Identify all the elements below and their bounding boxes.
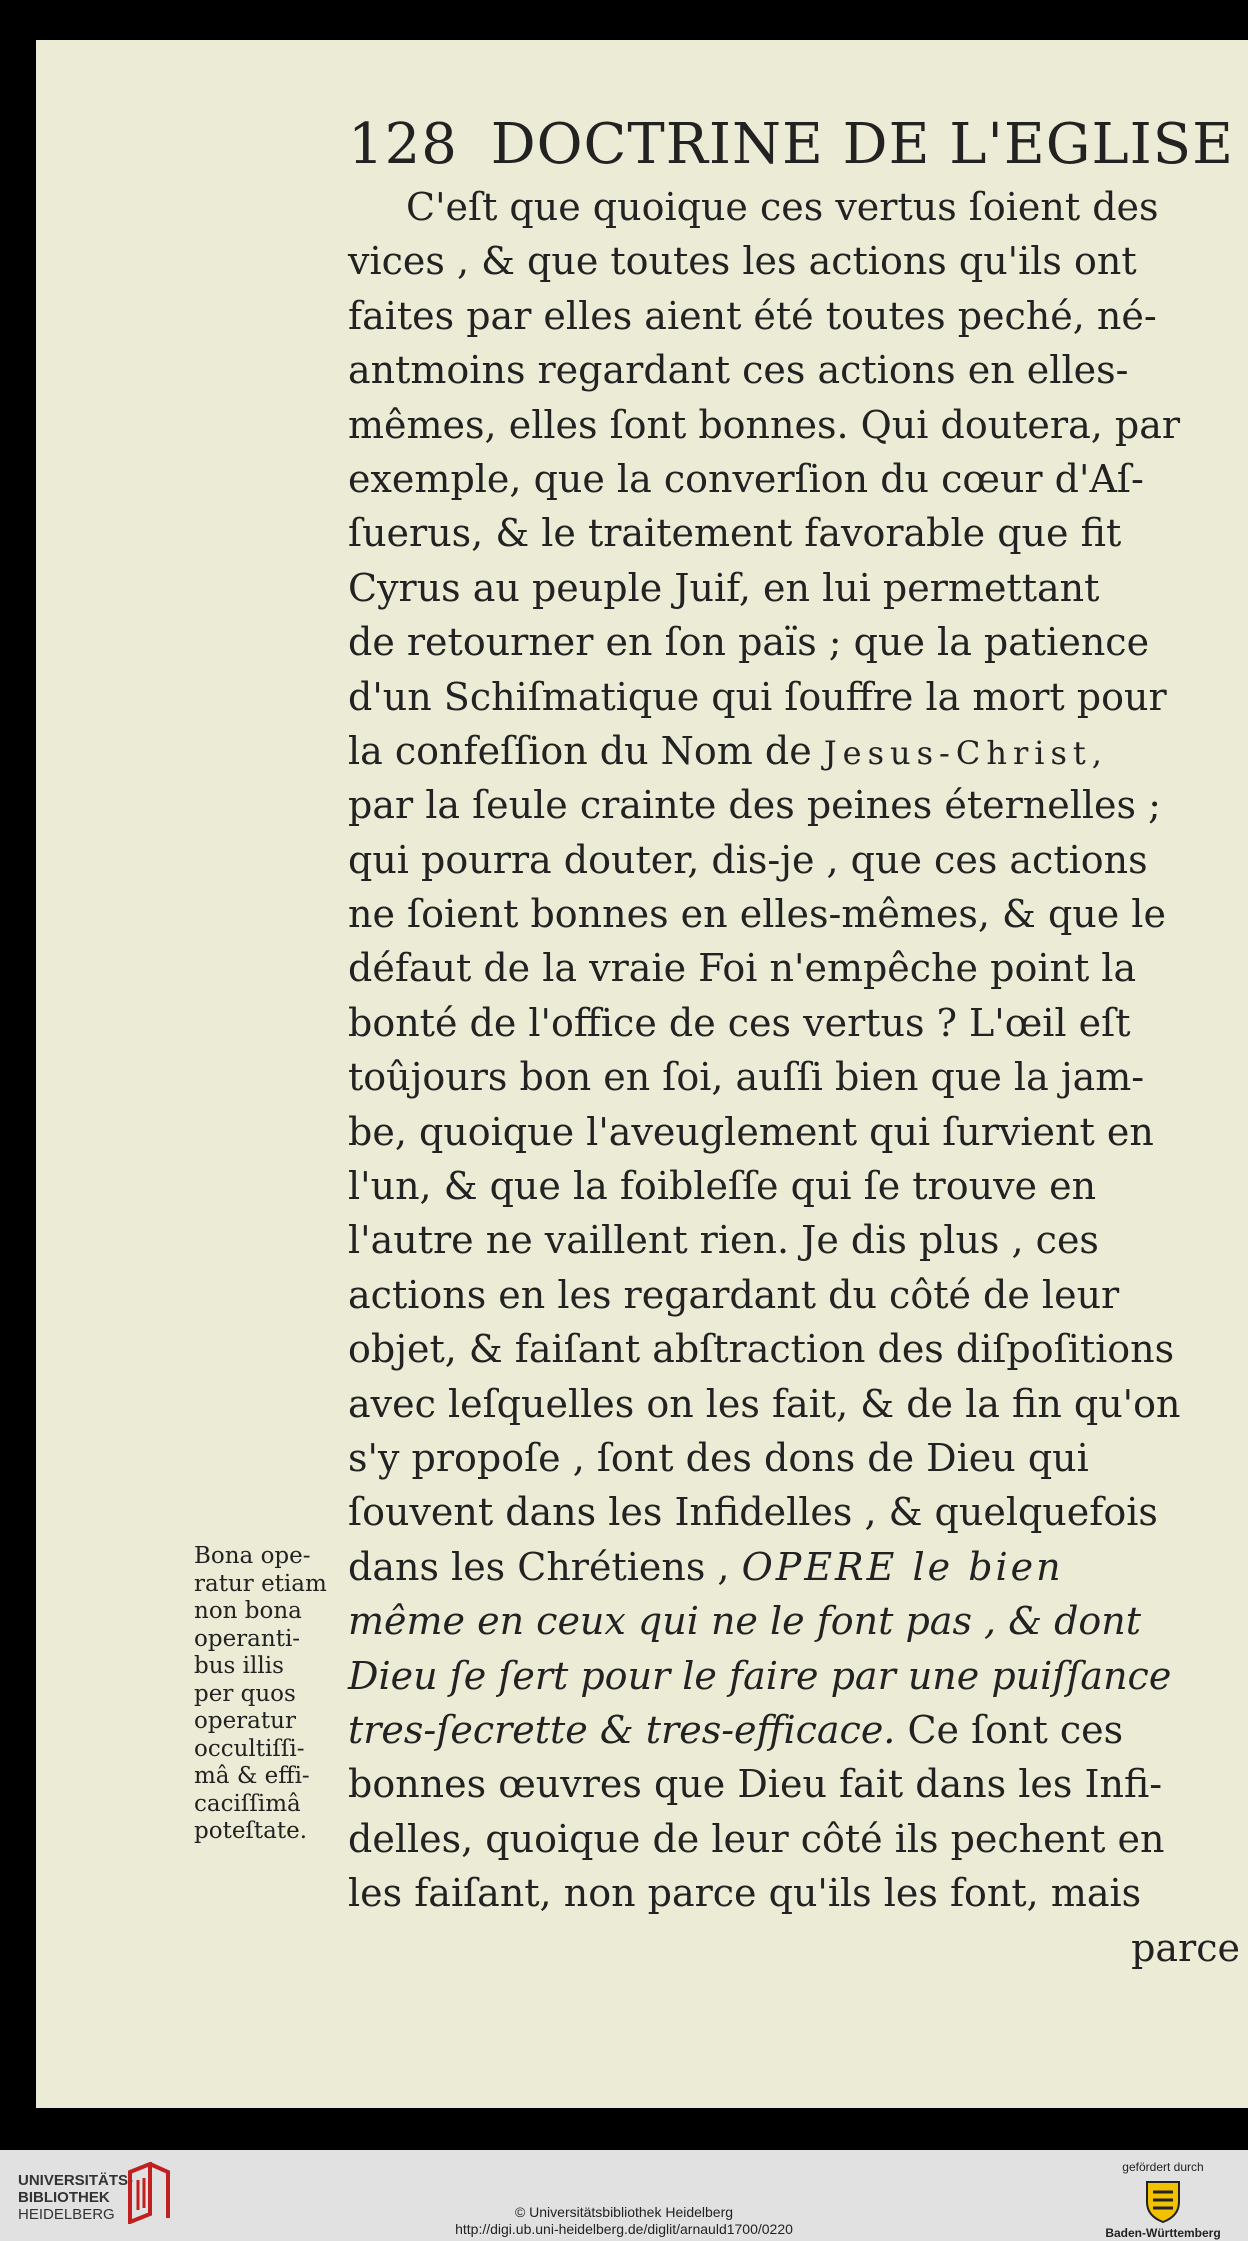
italic-line: Dieu ſe ſert pour le faire par une puiſſance: [348, 1653, 1172, 1698]
text-line: actions en les regardant du côté de leur: [348, 1272, 1120, 1317]
italic-line: même en ceux qui ne le font pas , & dont: [348, 1599, 1142, 1644]
italic-span: tres-ſecrette & tres-efficace.: [348, 1707, 896, 1752]
funded-by-label: gefördert durch: [1122, 2160, 1204, 2174]
text-line: vices , & que toutes les actions qu'ils ont: [348, 239, 1137, 284]
text-span: Ce ſont ces: [895, 1707, 1124, 1752]
funder-name: Baden-Württemberg: [1105, 2226, 1221, 2240]
text-line: d'un Schiſmatique qui ſouffre la mort pour: [348, 674, 1167, 719]
margin-note-line: bus illis: [194, 1653, 284, 1679]
running-head-title: DOCTRINE DE L'EGLISE: [490, 112, 1234, 177]
italic-span: OPERE le bien: [741, 1544, 1064, 1589]
margin-note-line: operatur: [194, 1708, 296, 1734]
viewer-footer: [0, 2150, 1248, 2241]
margin-note-line: ratur etiam: [194, 1570, 327, 1597]
text-line: mêmes, elles ſont bonnes. Qui doutera, par: [348, 402, 1181, 447]
book-page: [36, 40, 1248, 2108]
text-line: objet, & faiſant abſtraction des diſpoſitions: [348, 1327, 1175, 1372]
margin-note-line: per quos: [194, 1680, 296, 1707]
text-line: bonnes œuvres que Dieu fait dans les Infi-: [348, 1762, 1163, 1807]
margin-note-line: non bona: [194, 1598, 302, 1624]
margin-note-line: Bona ope-: [194, 1543, 311, 1569]
text-line: exemple, que la converſion du cœur d'Aſ-: [348, 456, 1144, 501]
catchword: parce: [1131, 1925, 1240, 1970]
text-line: ne ſoient bonnes en elles-mêmes, & que le: [348, 892, 1166, 937]
running-header: [348, 112, 1234, 177]
text-line: delles, quoique de leur côté ils pechent en: [348, 1816, 1165, 1861]
footer-credits: [0, 2204, 1248, 2238]
text-line: toûjours bon en ſoi, auſſi bien que la jam-: [348, 1055, 1145, 1100]
text-line: avec leſquelles on les fait, & de la fin qu'on: [348, 1381, 1181, 1426]
small-caps-name: Jesus-Christ,: [823, 733, 1108, 772]
library-name-line: UNIVERSITÄTS-: [18, 2172, 134, 2189]
text-line: [348, 724, 1240, 778]
library-name-line: BIBLIOTHEK: [18, 2189, 110, 2206]
page-number: 128: [348, 112, 458, 177]
text-line: ſouvent dans les Infidelles , & quelquefois: [348, 1490, 1158, 1535]
source-url-link[interactable]: http://digi.ub.uni-heidelberg.de/diglit/arnauld1700/0220: [455, 2221, 793, 2237]
text-line: s'y propoſe , ſont des dons de Dieu qui: [348, 1435, 1089, 1480]
margin-note-line: poteſtate.: [194, 1818, 308, 1844]
text-line: antmoins regardant ces actions en elles-: [348, 348, 1129, 393]
text-line: défaut de la vraie Foi n'empêche point la: [348, 946, 1137, 991]
text-line: ſuerus, & le traitement favorable que fit: [348, 511, 1122, 556]
text-line: par la ſeule crainte des peines éternelles ;: [348, 783, 1161, 828]
text-span: dans les Chrétiens ,: [348, 1544, 742, 1589]
text-line: faites par elles aient été toutes peché, né-: [348, 293, 1157, 338]
copyright-text: © Universitätsbibliothek Heidelberg: [514, 2204, 734, 2220]
text-line: les faiſant, non parce qu'ils les font, mais: [348, 1871, 1142, 1916]
coat-of-arms-icon: [1143, 2178, 1183, 2224]
library-name-line: HEIDELBERG: [18, 2206, 115, 2223]
text-span: la confeſſion du Nom de: [348, 728, 824, 773]
funder-block: [1098, 2160, 1228, 2240]
text-line: qui pourra douter, dis-je , que ces actions: [348, 837, 1148, 882]
text-line: bonté de l'office de ces vertus ? L'œil eſt: [348, 1000, 1131, 1045]
text-line: C'eſt que quoique ces vertus ſoient des: [406, 185, 1159, 229]
margin-note-line: operanti-: [194, 1625, 301, 1652]
margin-note-line: occultiſſi-: [194, 1735, 305, 1762]
text-line: l'un, & que la foibleſſe qui ſe trouve en: [348, 1164, 1097, 1209]
margin-note-line: mâ & effi-: [194, 1763, 310, 1789]
text-line: [348, 1540, 1240, 1594]
text-line: [348, 1703, 1240, 1757]
margin-note: [194, 1543, 344, 1846]
margin-note-line: caciſſimâ: [194, 1790, 301, 1817]
text-line: de retourner en ſon païs ; que la patience: [348, 620, 1150, 665]
body-text: [348, 180, 1240, 1975]
text-line: l'autre ne vaillent rien. Je dis plus , ces: [348, 1218, 1099, 1263]
text-line: be, quoique l'aveuglement qui ſurvient en: [348, 1109, 1154, 1154]
text-line: Cyrus au peuple Juif, en lui permettant: [348, 565, 1100, 610]
